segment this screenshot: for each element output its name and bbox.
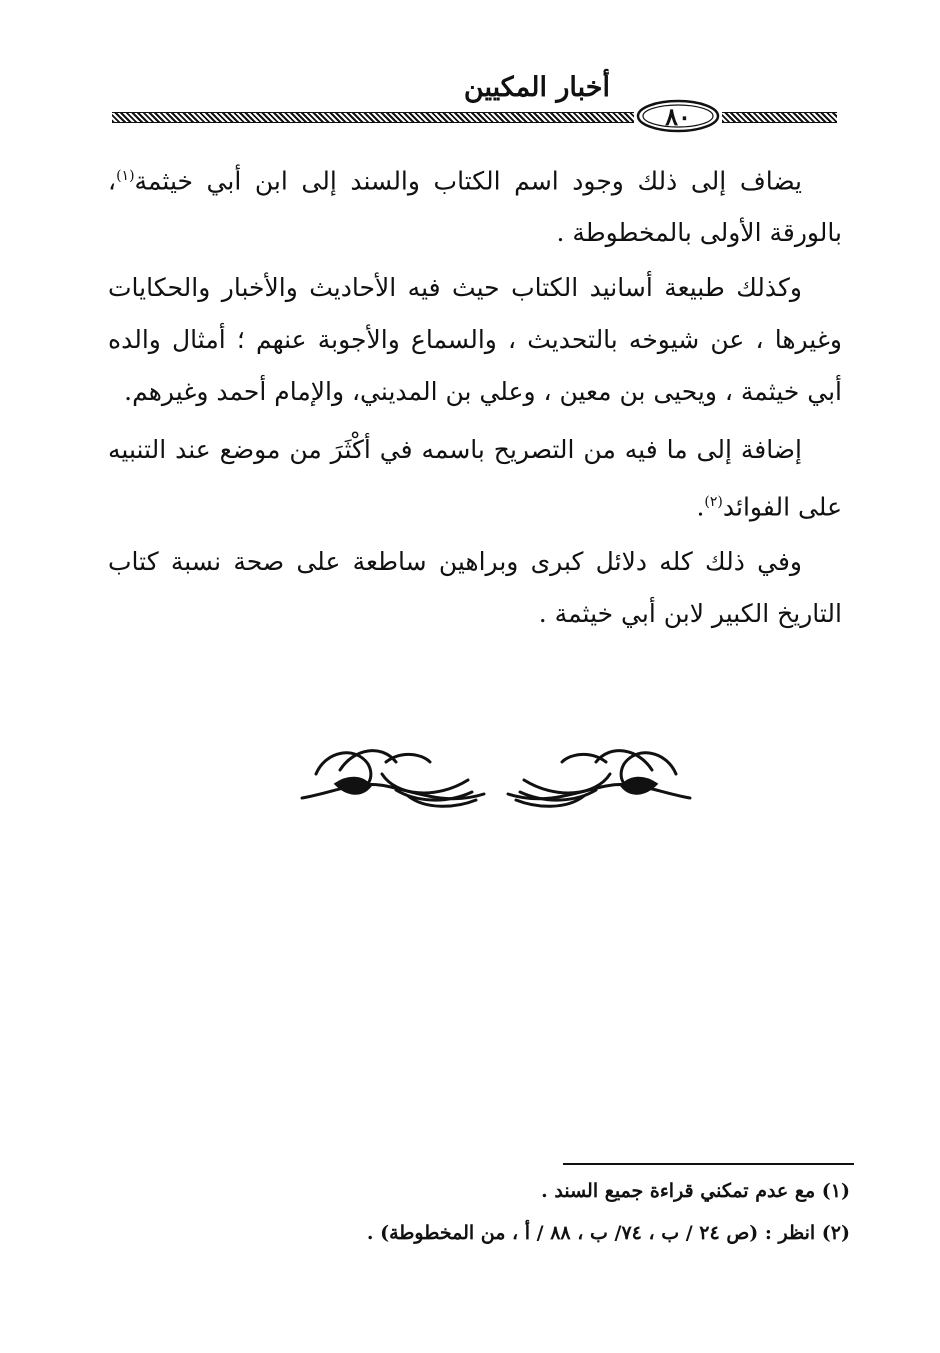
footnote-ref-2: (٢): [704, 494, 723, 510]
paragraph-3-text: إضافة إلى ما فيه من التصريح باسمه في أكْثَرَ من موضع عند التنبيه على الفوائد: [108, 435, 842, 522]
footnote-ref-1: (١): [116, 168, 135, 184]
paragraph-1-text: يضاف إلى ذلك وجود اسم الكتاب والسند إلى ابن أبي خيثمة: [134, 166, 802, 196]
paragraph-4: وفي ذلك كله دلائل كبرى وبراهين ساطعة على صحة نسبة كتاب التاريخ الكبير لابن أبي خيثمة .: [108, 547, 842, 628]
footnote-2: (٢) انظر : (ص ٢٤ / ب ، ٧٤/ ب ، ٨٨ / أ ، من المخطوطة) .: [366, 1222, 850, 1244]
header-rule-left: [112, 112, 634, 123]
page-number: [634, 98, 722, 134]
running-title: أخبار المكيين: [463, 72, 610, 103]
paragraph-3: [108, 424, 842, 533]
floral-divider-ornament-icon: [296, 740, 696, 820]
paragraph-1: [108, 150, 842, 259]
page-number-text: ٨٠: [665, 102, 691, 131]
footnote-1: (١) مع عدم تمكني قراءة جميع السند .: [541, 1180, 850, 1202]
paragraph-1-end: ، بالورقة الأولى بالمخطوطة .: [108, 166, 842, 248]
paragraph-2: وكذلك طبيعة أسانيد الكتاب حيث فيه الأحاديث والأخبار والحكايات وغيرها ، عن شيوخه بالتحديث ، والسماع والأجوبة عنهم ؛ أمثال والده أبي خيثمة ، ويحيى بن معين ، وعلي بن المديني، والإمام أحمد وغيرهم.: [108, 273, 842, 406]
paragraph-3-end: .: [696, 492, 705, 522]
header-rule-right: [722, 112, 837, 123]
footnote-separator: [563, 1163, 854, 1165]
